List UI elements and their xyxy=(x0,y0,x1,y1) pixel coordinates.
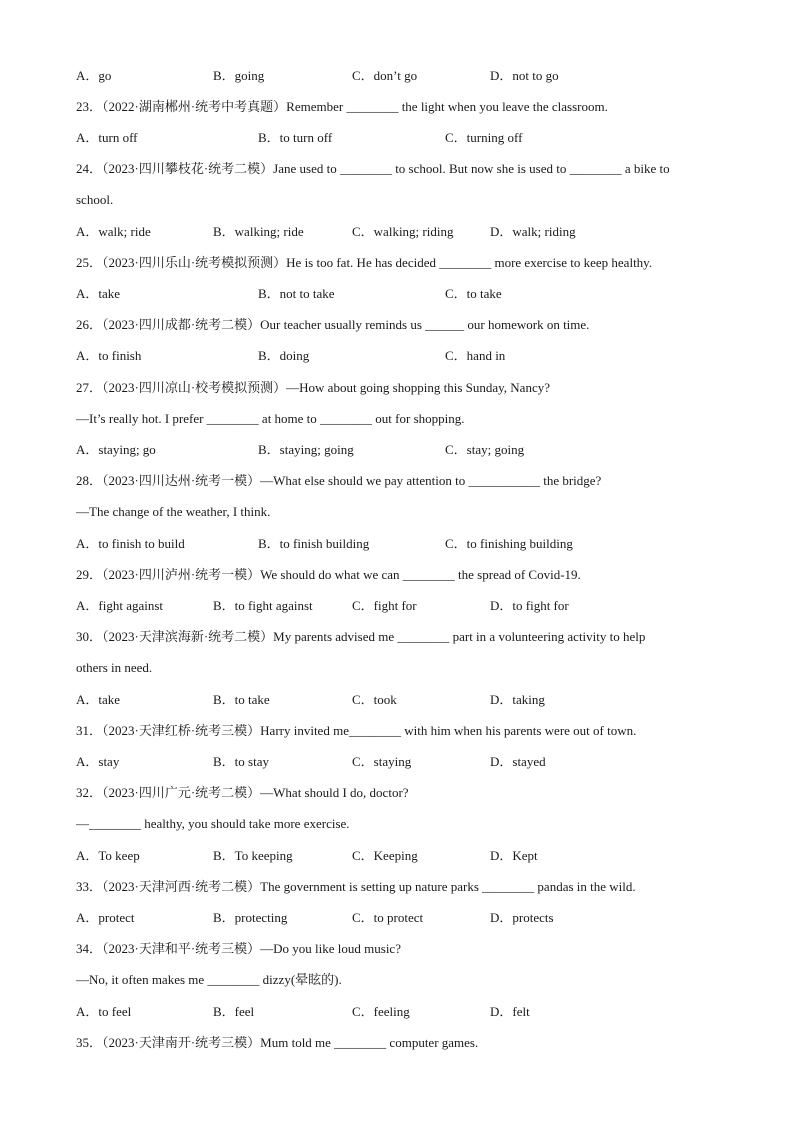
answer-option: B．to fight against xyxy=(213,598,313,613)
question-text-line: 26．（2023·四川成都·统考二模）Our teacher usually reminds us ______ our homework on time. xyxy=(76,317,590,332)
answer-option: C．stay; going xyxy=(445,442,525,457)
question-text-line: —No, it often makes me ________ dizzy(晕眩的). xyxy=(76,972,342,987)
answer-option: C．feeling xyxy=(352,1004,410,1019)
answer-option: C．to finishing building xyxy=(445,536,573,551)
answer-option: C．to take xyxy=(445,286,502,301)
question-text-line: school. xyxy=(76,192,114,207)
question-text-line: 24．（2023·四川攀枝花·统考二模）Jane used to ________ to school. But now she is used to ________ a bike to xyxy=(76,161,670,176)
answer-option: B．staying; going xyxy=(258,442,354,457)
answer-option: A．to feel xyxy=(76,1004,132,1019)
answer-option: A．walk; ride xyxy=(76,224,151,239)
answer-option: B．to finish building xyxy=(258,536,370,551)
answer-option: A．turn off xyxy=(76,130,138,145)
answer-option: C．hand in xyxy=(445,348,506,363)
question-text-line: 29．（2023·四川泸州·统考一模）We should do what we can ________ the spread of Covid-19. xyxy=(76,567,581,582)
answer-option: D．taking xyxy=(490,692,545,707)
answer-option: B．To keeping xyxy=(213,848,293,863)
answer-option: C．fight for xyxy=(352,598,417,613)
question-text-line: 25．（2023·四川乐山·统考模拟预测）He is too fat. He has decided ________ more exercise to keep healthy. xyxy=(76,255,653,270)
question-text-line: 28．（2023·四川达州·统考一模）—What else should we pay attention to ___________ the bridge? xyxy=(76,473,602,488)
answer-option: C．staying xyxy=(352,754,412,769)
answer-option: A．to finish xyxy=(76,348,142,363)
answer-option: B．not to take xyxy=(258,286,335,301)
answer-option: C．don’t go xyxy=(352,68,418,83)
answer-option: A．to finish to build xyxy=(76,536,185,551)
answer-option: A．stay xyxy=(76,754,120,769)
answer-option: A．go xyxy=(76,68,112,83)
answer-option: B．going xyxy=(213,68,265,83)
answer-option: D．Kept xyxy=(490,848,538,863)
answer-option: B．walking; ride xyxy=(213,224,304,239)
answer-option: B．to take xyxy=(213,692,270,707)
answer-option: D．stayed xyxy=(490,754,546,769)
answer-option: B．to turn off xyxy=(258,130,333,145)
answer-option: A．staying; go xyxy=(76,442,156,457)
question-text-line: 31．（2023·天津红桥·统考三模）Harry invited me________ with him when his parents were out of town. xyxy=(76,723,637,738)
question-text-line: 34．（2023·天津和平·统考三模）—Do you like loud music? xyxy=(76,941,401,956)
question-text-line: —It’s really hot. I prefer ________ at home to ________ out for shopping. xyxy=(76,411,465,426)
answer-option: B．feel xyxy=(213,1004,255,1019)
answer-option: B．protecting xyxy=(213,910,288,925)
answer-option: D．walk; riding xyxy=(490,224,576,239)
answer-option: D．felt xyxy=(490,1004,530,1019)
question-text-line: —The change of the weather, I think. xyxy=(76,504,271,519)
answer-option: D．to fight for xyxy=(490,598,569,613)
question-text-line: —________ healthy, you should take more exercise. xyxy=(76,816,350,831)
answer-option: C．walking; riding xyxy=(352,224,454,239)
question-text-line: 30．（2023·天津滨海新·统考二模）My parents advised me ________ part in a volunteering activity to help xyxy=(76,629,646,644)
question-text-line: 33．（2023·天津河西·统考二模）The government is setting up nature parks ________ pandas in the wild. xyxy=(76,879,636,894)
answer-option: C．Keeping xyxy=(352,848,418,863)
answer-option: A．take xyxy=(76,286,121,301)
answer-option: C．took xyxy=(352,692,397,707)
answer-option: D．not to go xyxy=(490,68,559,83)
answer-option: A．take xyxy=(76,692,121,707)
question-text-line: 23．（2022·湖南郴州·统考中考真题）Remember ________ the light when you leave the classroom. xyxy=(76,99,608,114)
answer-option: A．fight against xyxy=(76,598,164,613)
answer-option: A．To keep xyxy=(76,848,140,863)
question-text-line: 32．（2023·四川广元·统考二模）—What should I do, doctor? xyxy=(76,785,409,800)
answer-option: B．doing xyxy=(258,348,310,363)
question-text-line: others in need. xyxy=(76,660,153,675)
answer-option: B．to stay xyxy=(213,754,269,769)
answer-option: D．protects xyxy=(490,910,554,925)
answer-option: A．protect xyxy=(76,910,135,925)
answer-option: C．to protect xyxy=(352,910,424,925)
answer-option: C．turning off xyxy=(445,130,523,145)
question-text-line: 27．（2023·四川凉山·校考模拟预测）—How about going shopping this Sunday, Nancy? xyxy=(76,380,550,395)
question-text-line: 35．（2023·天津南开·统考三模）Mum told me ________ computer games. xyxy=(76,1035,479,1050)
